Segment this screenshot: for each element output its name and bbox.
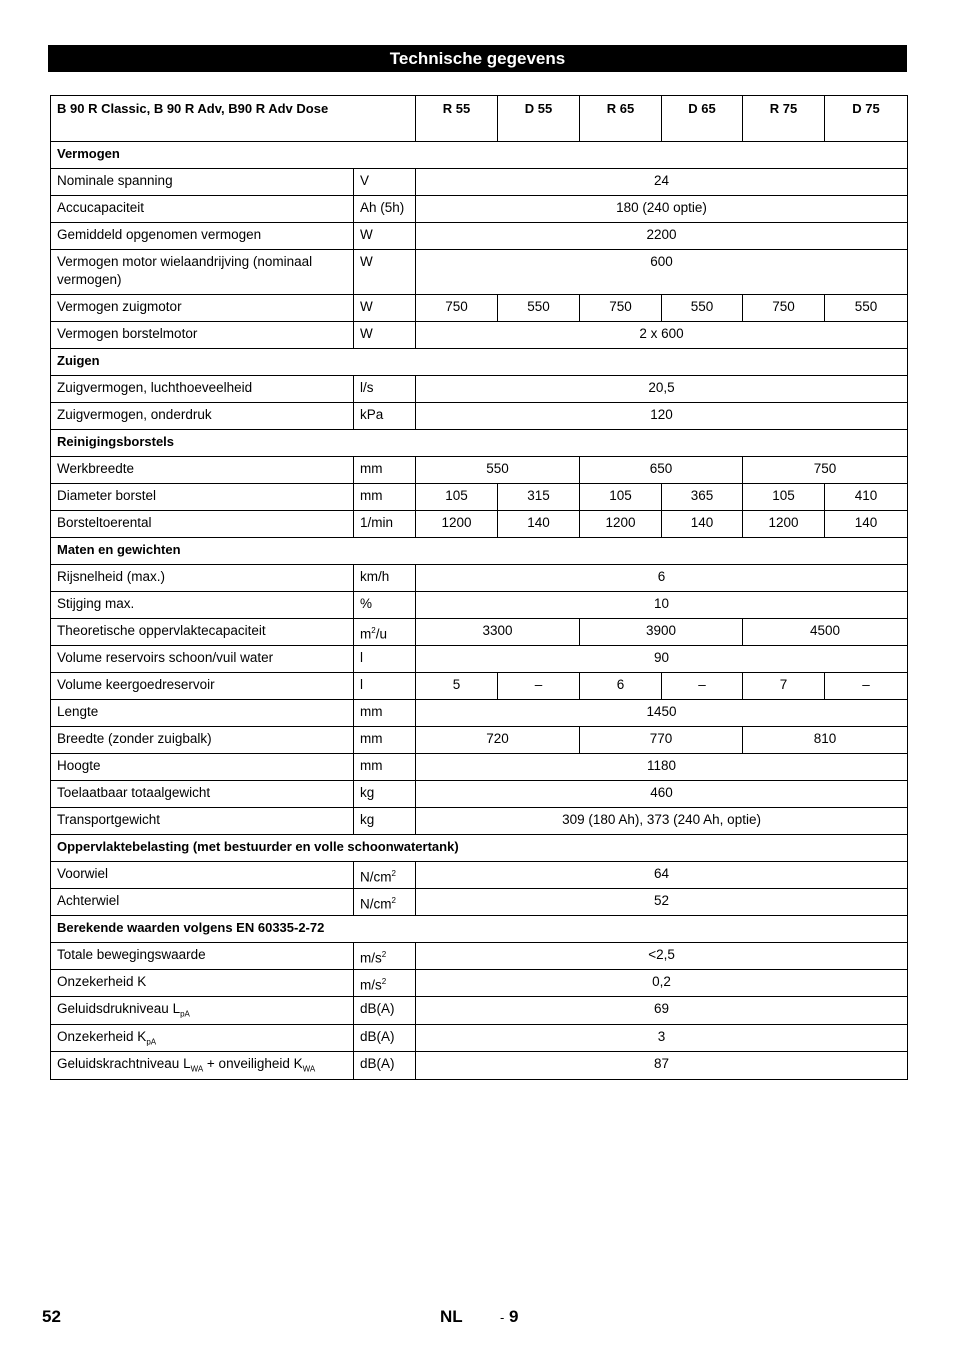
row-label: Volume reservoirs schoon/vuil water <box>51 646 354 673</box>
table-row <box>51 1024 908 1052</box>
section-row <box>51 142 908 169</box>
table-row <box>51 484 908 511</box>
row-unit: $m^2/u$ <box>354 619 416 646</box>
row-label: Achterwiel <box>51 889 354 916</box>
row-value: 550 <box>416 457 580 484</box>
row-value: 750 <box>743 457 908 484</box>
section-row <box>51 349 908 376</box>
variant-header: R 65 <box>580 96 662 142</box>
footer-separator: - <box>500 1310 505 1325</box>
section-title: Reinigingsborstels <box>51 430 908 457</box>
row-value: 140 <box>825 511 908 538</box>
row-label: Onzekerheid K <box>51 970 354 997</box>
row-value: – <box>498 673 580 700</box>
row-unit: dB(A) <box>354 1052 416 1080</box>
row-value: 120 <box>416 403 908 430</box>
row-unit: l/s <box>354 376 416 403</box>
table-row <box>51 889 908 916</box>
section-row <box>51 916 908 943</box>
table-row <box>51 169 908 196</box>
table-row <box>51 943 908 970</box>
row-value: 750 <box>743 295 825 322</box>
variant-header: D 65 <box>662 96 743 142</box>
row-unit: W <box>354 250 416 295</box>
variant-header: D 75 <box>825 96 908 142</box>
row-unit: % <box>354 592 416 619</box>
table-row <box>51 997 908 1025</box>
row-value: 52 <box>416 889 908 916</box>
row-value: 105 <box>416 484 498 511</box>
row-label: Rijsnelheid (max.) <box>51 565 354 592</box>
table-row <box>51 700 908 727</box>
row-unit: mm <box>354 484 416 511</box>
section-title: Vermogen <box>51 142 908 169</box>
row-value: 720 <box>416 727 580 754</box>
table-row <box>51 376 908 403</box>
row-label: Geluidsdrukniveau $L_{pA}$ <box>51 997 354 1025</box>
row-label: Borsteltoerental <box>51 511 354 538</box>
row-value: 600 <box>416 250 908 295</box>
row-value: 3300 <box>416 619 580 646</box>
table-row <box>51 1052 908 1080</box>
row-value: – <box>825 673 908 700</box>
row-value: 810 <box>743 727 908 754</box>
row-value: 650 <box>580 457 743 484</box>
header-row <box>51 96 908 142</box>
row-value: 4500 <box>743 619 908 646</box>
row-unit: 1/min <box>354 511 416 538</box>
row-value: 1180 <box>416 754 908 781</box>
table-row <box>51 223 908 250</box>
table-row <box>51 295 908 322</box>
table-row <box>51 673 908 700</box>
section-page-number: 9 <box>509 1307 519 1326</box>
row-value: 5 <box>416 673 498 700</box>
section-title: Berekende waarden volgens EN 60335-2-72 <box>51 916 908 943</box>
row-unit: mm <box>354 727 416 754</box>
row-value: 105 <box>743 484 825 511</box>
row-value: 315 <box>498 484 580 511</box>
section-row <box>51 538 908 565</box>
row-value: 309 (180 Ah), 373 (240 Ah, optie) <box>416 808 908 835</box>
row-value: 1200 <box>743 511 825 538</box>
page-title: Technische gegevens <box>48 45 907 72</box>
row-value: 1450 <box>416 700 908 727</box>
row-value: 105 <box>580 484 662 511</box>
row-label: Transportgewicht <box>51 808 354 835</box>
model-header: B 90 R Classic, B 90 R Adv, B90 R Adv Dose <box>51 96 416 142</box>
table-row <box>51 322 908 349</box>
row-value: 20,5 <box>416 376 908 403</box>
row-value: 3900 <box>580 619 743 646</box>
row-value: 410 <box>825 484 908 511</box>
row-value: 6 <box>416 565 908 592</box>
row-value: 460 <box>416 781 908 808</box>
page-number: 52 <box>42 1307 61 1326</box>
row-label: Gemiddeld opgenomen vermogen <box>51 223 354 250</box>
row-unit: $N/cm^2$ <box>354 889 416 916</box>
row-unit: dB(A) <box>354 997 416 1025</box>
row-unit: kPa <box>354 403 416 430</box>
table-row <box>51 646 908 673</box>
row-unit: kg <box>354 781 416 808</box>
row-label: Voorwiel <box>51 862 354 889</box>
table-row <box>51 565 908 592</box>
row-unit: W <box>354 223 416 250</box>
table-row <box>51 403 908 430</box>
row-value: 2 x 600 <box>416 322 908 349</box>
section-title: Oppervlaktebelasting (met bestuurder en volle schoonwatertank) <box>51 835 908 862</box>
row-unit: kg <box>354 808 416 835</box>
row-unit: mm <box>354 700 416 727</box>
section-title: Zuigen <box>51 349 908 376</box>
row-unit: $m/s^2$ <box>354 970 416 997</box>
section-row <box>51 430 908 457</box>
table-row <box>51 592 908 619</box>
row-label: Vermogen motor wielaandrijving (nominaal vermogen) <box>51 250 354 295</box>
row-value: 750 <box>580 295 662 322</box>
row-unit: mm <box>354 754 416 781</box>
row-value: 750 <box>416 295 498 322</box>
spec-table <box>50 95 908 1080</box>
row-unit: Ah (5h) <box>354 196 416 223</box>
variant-header: R 55 <box>416 96 498 142</box>
row-value: 90 <box>416 646 908 673</box>
row-unit: W <box>354 295 416 322</box>
row-label: Vermogen borstelmotor <box>51 322 354 349</box>
row-label: Accucapaciteit <box>51 196 354 223</box>
row-value: – <box>662 673 743 700</box>
row-unit: l <box>354 673 416 700</box>
table-row <box>51 196 908 223</box>
row-value: 550 <box>825 295 908 322</box>
language-code: NL <box>440 1307 463 1326</box>
row-label: Lengte <box>51 700 354 727</box>
table-row <box>51 781 908 808</box>
row-label: Hoogte <box>51 754 354 781</box>
variant-header: R 75 <box>743 96 825 142</box>
table-row <box>51 619 908 646</box>
row-value: 550 <box>498 295 580 322</box>
row-value: 3 <box>416 1024 908 1052</box>
row-label: Volume keergoedreservoir <box>51 673 354 700</box>
row-value: 87 <box>416 1052 908 1080</box>
table-row <box>51 808 908 835</box>
row-unit: V <box>354 169 416 196</box>
row-label: Vermogen zuigmotor <box>51 295 354 322</box>
row-unit: W <box>354 322 416 349</box>
row-unit: dB(A) <box>354 1024 416 1052</box>
row-label: Zuigvermogen, onderdruk <box>51 403 354 430</box>
row-label: Nominale spanning <box>51 169 354 196</box>
row-value: 140 <box>498 511 580 538</box>
row-unit: km/h <box>354 565 416 592</box>
row-value: 2200 <box>416 223 908 250</box>
row-value: 140 <box>662 511 743 538</box>
section-title: Maten en gewichten <box>51 538 908 565</box>
table-row <box>51 754 908 781</box>
table-row <box>51 862 908 889</box>
row-value: 365 <box>662 484 743 511</box>
row-value: 0,2 <box>416 970 908 997</box>
row-label: Theoretische oppervlaktecapaciteit <box>51 619 354 646</box>
row-unit: $N/cm^2$ <box>354 862 416 889</box>
row-value: 7 <box>743 673 825 700</box>
row-label: Werkbreedte <box>51 457 354 484</box>
row-unit: $m/s^2$ <box>354 943 416 970</box>
table-row <box>51 511 908 538</box>
row-unit: l <box>354 646 416 673</box>
row-label: Stijging max. <box>51 592 354 619</box>
row-label: Totale bewegingswaarde <box>51 943 354 970</box>
row-label: Geluidskrachtniveau $L_{WA}$ + onveiligheid $K_{WA}$ <box>51 1052 354 1080</box>
row-value: 69 <box>416 997 908 1025</box>
row-label: Zuigvermogen, luchthoeveelheid <box>51 376 354 403</box>
table-row <box>51 727 908 754</box>
row-label: Onzekerheid $K_{pA}$ <box>51 1024 354 1052</box>
row-value: 1200 <box>416 511 498 538</box>
row-label: Diameter borstel <box>51 484 354 511</box>
row-unit: mm <box>354 457 416 484</box>
row-label: Toelaatbaar totaalgewicht <box>51 781 354 808</box>
variant-header: D 55 <box>498 96 580 142</box>
row-label: Breedte (zonder zuigbalk) <box>51 727 354 754</box>
section-row <box>51 835 908 862</box>
table-row <box>51 457 908 484</box>
row-value: 770 <box>580 727 743 754</box>
row-value: 180 (240 optie) <box>416 196 908 223</box>
row-value: 64 <box>416 862 908 889</box>
row-value: 24 <box>416 169 908 196</box>
row-value: 550 <box>662 295 743 322</box>
table-row <box>51 250 908 295</box>
row-value: <2,5 <box>416 943 908 970</box>
row-value: 6 <box>580 673 662 700</box>
row-value: 1200 <box>580 511 662 538</box>
table-row <box>51 970 908 997</box>
row-value: 10 <box>416 592 908 619</box>
